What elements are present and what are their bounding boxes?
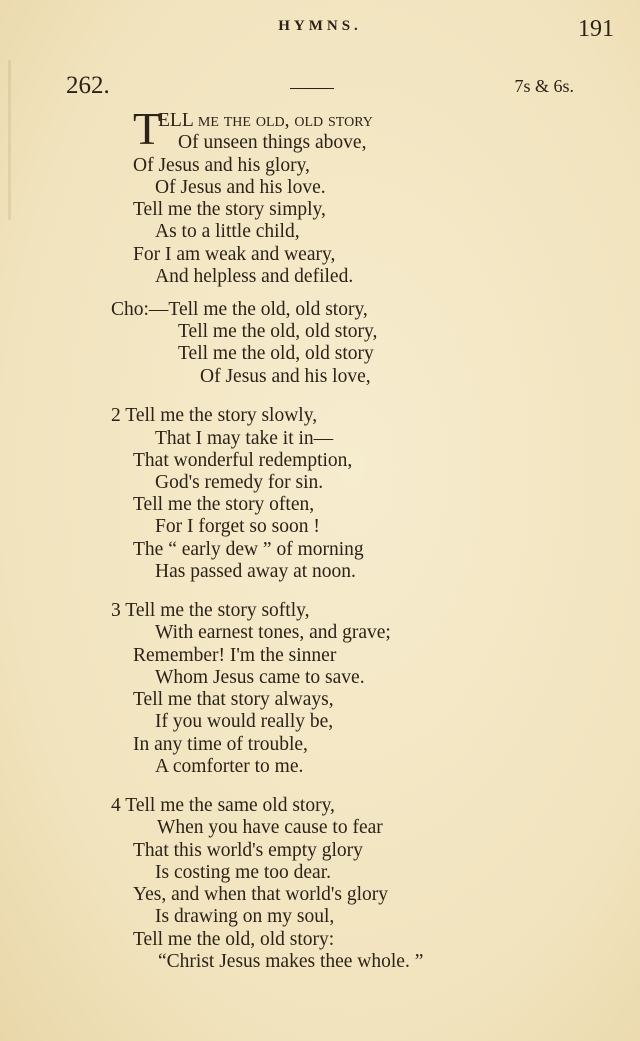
verse-line: A comforter to me. (155, 756, 304, 777)
chorus-line: Cho:—Tell me the old, old story, (111, 299, 368, 320)
verse-line: Whom Jesus came to save. (155, 667, 365, 688)
running-header: HYMNS. (278, 18, 362, 34)
verse-line: Tell me the story simply, (133, 199, 326, 220)
verse-line: Tell me the old, old story: (133, 929, 335, 950)
verse-line: Of unseen things above, (178, 132, 367, 153)
verse-line: When you have cause to fear (157, 817, 383, 838)
chorus-line: Tell me the old, old story, (178, 321, 378, 342)
verse-line: Of Jesus and his glory, (133, 155, 310, 176)
title-rule (290, 88, 334, 89)
drop-cap: T (133, 103, 162, 154)
page-number: 191 (578, 16, 614, 42)
verse-line: The “ early dew ” of morning (133, 539, 364, 560)
verse-line: And helpless and defiled. (155, 266, 354, 287)
verse-line: 4 Tell me the same old story, (111, 795, 335, 816)
verse-line: For I forget so soon ! (155, 516, 320, 537)
verse-line: As to a little child, (155, 221, 300, 242)
binding-shadow (8, 60, 25, 220)
verse-line: “Christ Jesus makes thee whole. ” (158, 951, 424, 972)
verse-line: ELL me the old, old story (158, 110, 373, 131)
verse-line: Is costing me too dear. (155, 862, 332, 883)
verse-line: That I may take it in— (155, 428, 334, 449)
verse-line: God's remedy for sin. (155, 472, 324, 493)
verse-line: Is drawing on my soul, (155, 906, 335, 927)
verse-line: Has passed away at noon. (155, 561, 356, 582)
verse-line: For I am weak and weary, (133, 244, 336, 265)
verse-line: Tell me the story often, (133, 494, 315, 515)
verse-line: With earnest tones, and grave; (155, 622, 391, 643)
chorus-line: Tell me the old, old story (178, 343, 374, 364)
verse-line: That wonderful redemption, (133, 450, 353, 471)
chorus-line: Of Jesus and his love, (200, 366, 371, 387)
verse-line: 3 Tell me the story softly, (111, 600, 310, 621)
verse-line: Of Jesus and his love. (155, 177, 326, 198)
verse-line: If you would really be, (155, 711, 334, 732)
verse-line: Yes, and when that world's glory (133, 884, 389, 905)
hymn-number: 262. (66, 72, 110, 99)
verse-line: In any time of trouble, (133, 734, 308, 755)
hymn-meter: 7s & 6s. (514, 76, 574, 96)
verse-line: Remember! I'm the sinner (133, 645, 337, 666)
verse-line: 2 Tell me the story slowly, (111, 405, 318, 426)
verse-line: That this world's empty glory (133, 840, 363, 861)
verse-line: Tell me that story always, (133, 689, 334, 710)
